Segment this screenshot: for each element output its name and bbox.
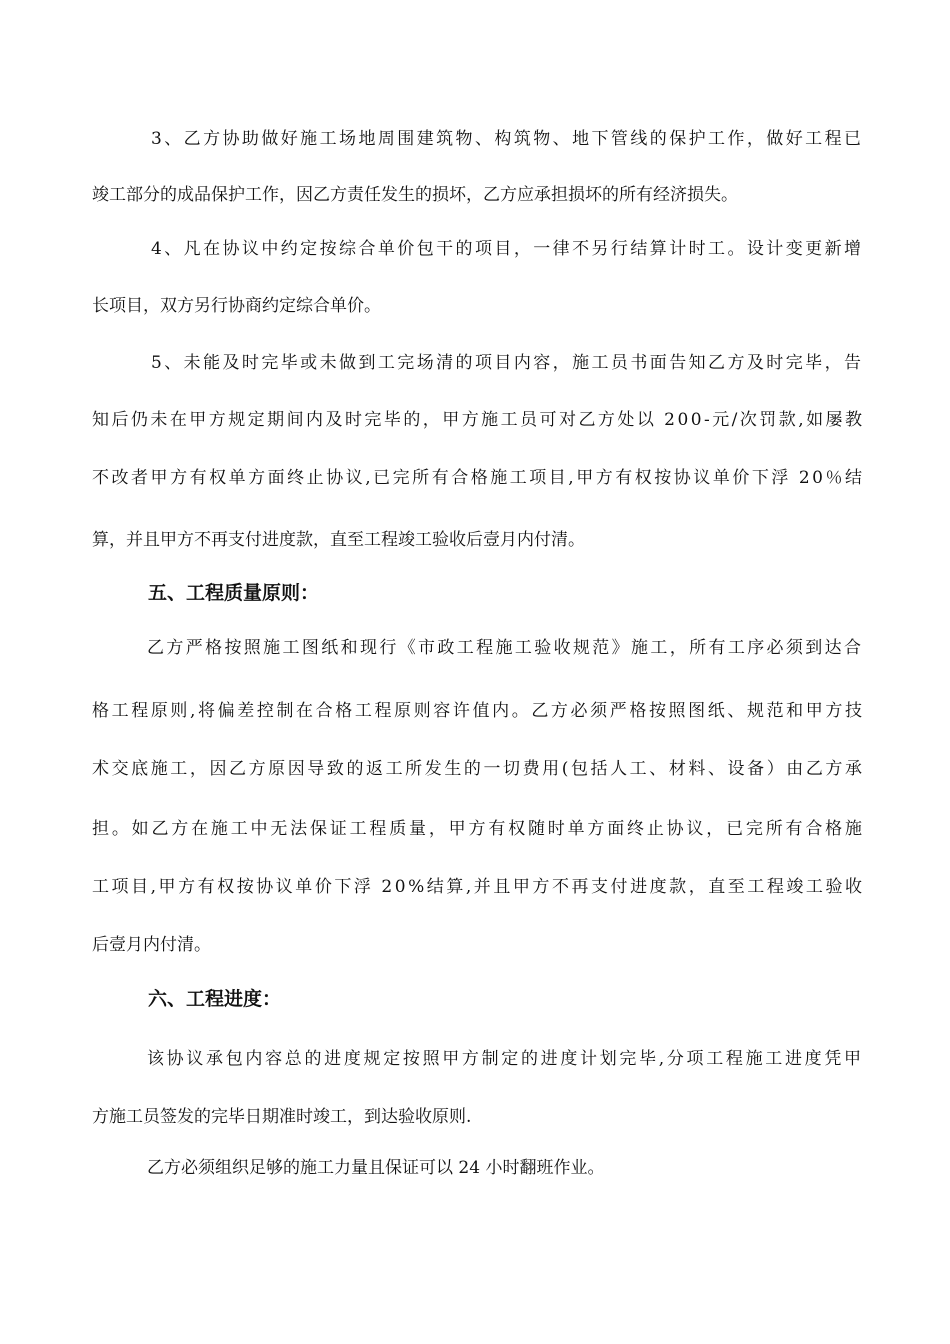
- section-5-line-2: 格工程原则,将偏差控制在合格工程原则容许值内。乙方必须严格按照图纸、规范和甲方技: [92, 701, 865, 721]
- item-5-line-3: 不改者甲方有权单方面终止协议,已完所有合格施工项目,甲方有权按协议单价下浮 20％结: [92, 468, 865, 488]
- section-5-heading: 五、工程质量原则：: [148, 582, 320, 604]
- item-4-line-2: 长项目，双方另行协商约定综合单价。: [92, 296, 381, 316]
- section-5-line-3: 术交底施工，因乙方原因导致的返工所发生的一切费用(包括人工、材料、设备）由乙方承: [92, 759, 865, 779]
- section-6-heading: 六、工程进度：: [148, 988, 282, 1010]
- item-5-line-2: 知后仍未在甲方规定期间内及时完毕的，甲方施工员可对乙方处以 200-元/次罚款,如屡教: [92, 410, 865, 430]
- item-5-line-1: 5、未能及时完毕或未做到工完场清的项目内容，施工员书面告知乙方及时完毕，告: [151, 353, 864, 373]
- item-3-line-1: 3、乙方协助做好施工场地周围建筑物、构筑物、地下管线的保护工作，做好工程已: [151, 129, 864, 149]
- section-5-line-4: 担。如乙方在施工中无法保证工程质量，甲方有权随时单方面终止协议，已完所有合格施: [92, 819, 865, 839]
- section-5-line-6: 后壹月内付清。: [92, 935, 211, 955]
- item-3-line-2: 竣工部分的成品保护工作，因乙方责任发生的损坏，乙方应承担损坏的所有经济损失。: [92, 185, 738, 205]
- section-6-line-2: 方施工员签发的完毕日期准时竣工，到达验收原则.: [92, 1107, 472, 1127]
- item-4-line-1: 4、凡在协议中约定按综合单价包干的项目，一律不另行结算计时工。设计变更新增: [151, 239, 864, 259]
- section-6-line-1: 该协议承包内容总的进度规定按照甲方制定的进度计划完毕,分项工程施工进度凭甲: [147, 1049, 864, 1069]
- item-5-line-4: 算，并且甲方不再支付进度款，直至工程竣工验收后壹月内付清。: [92, 530, 585, 550]
- section-6-line-3: 乙方必须组织足够的施工力量且保证可以 24 小时翻班作业。: [147, 1158, 605, 1178]
- section-5-line-1: 乙方严格按照施工图纸和现行《市政工程施工验收规范》施工，所有工序必须到达合: [147, 638, 864, 658]
- section-5-line-5: 工项目,甲方有权按协议单价下浮 20%结算,并且甲方不再支付进度款，直至工程竣工验收: [92, 877, 865, 897]
